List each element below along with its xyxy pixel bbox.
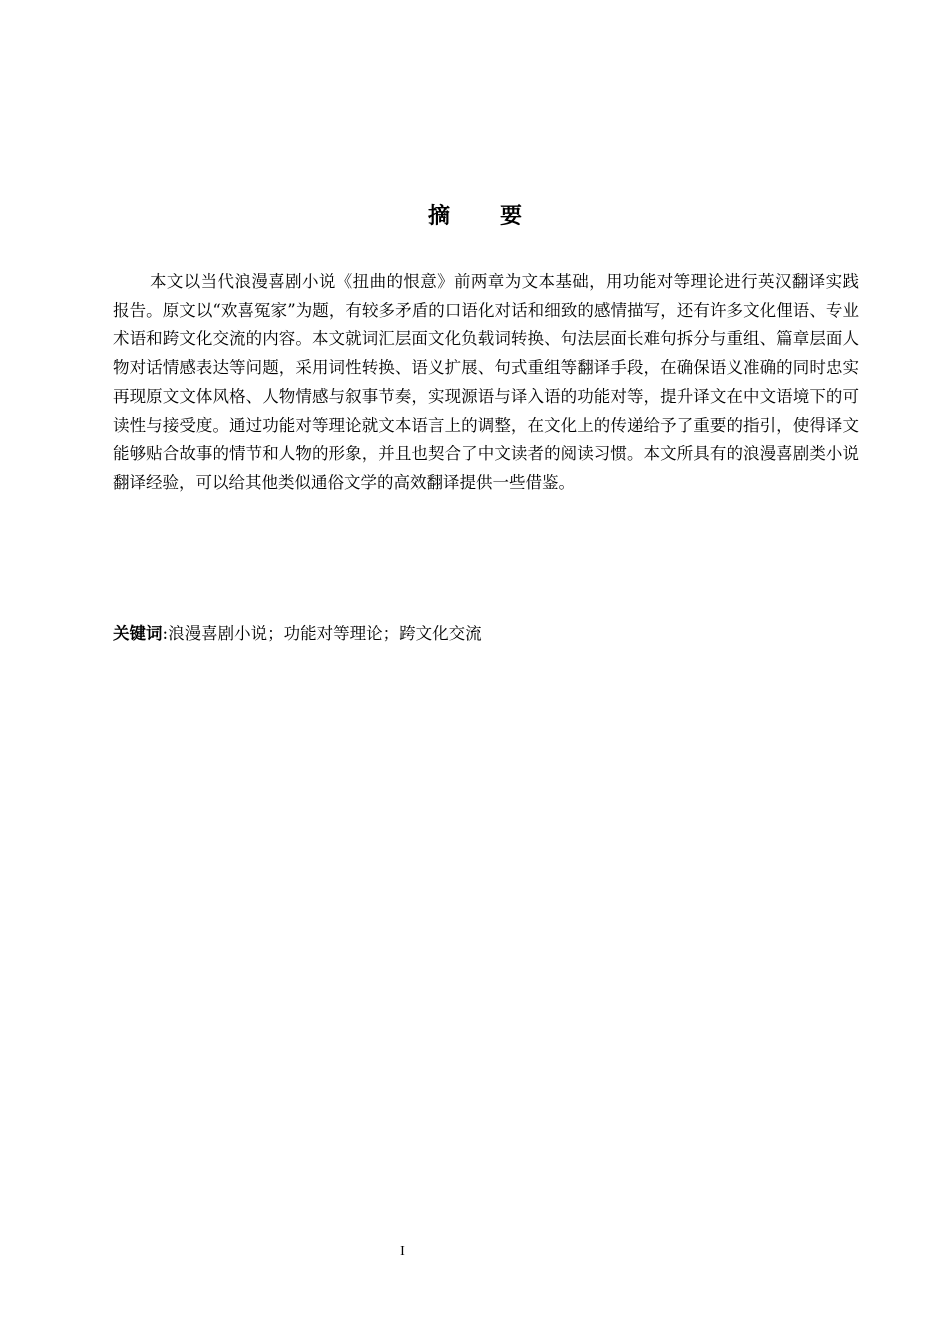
page-number: I bbox=[400, 1244, 405, 1259]
keywords-text: 浪漫喜剧小说；功能对等理论；跨文化交流 bbox=[168, 624, 482, 643]
abstract-title: 摘要 bbox=[427, 204, 572, 229]
keywords-separator: : bbox=[162, 624, 169, 643]
keywords-label: 关键词 bbox=[113, 624, 163, 643]
keywords-line bbox=[113, 620, 859, 648]
abstract-paragraph: 本文以当代浪漫喜剧小说《扭曲的恨意》前两章为文本基础，用功能对等理论进行英汉翻译实践报告。原文以“欢喜冤家”为题，有较多矛盾的口语化对话和细致的感情描写，还有许多文化俚语、专业术语和跨文化交流的内容。本文就词汇层面文化负载词转换、句法层面长难句拆分与重组、篇章层面人物对话情感表达等问题，采用词性转换、语义扩展、句式重组等翻译手段，在确保语义准确的同时忠实再现原文文体风格、人物情感与叙事节奏，实现源语与译入语的功能对等，提升译文在中文语境下的可读性与接受度。通过功能对等理论就文本语言上的调整，在文化上的传递给予了重要的指引，使得译文能够贴合故事的情节和人物的形象，并且也契合了中文读者的阅读习惯。本文所具有的浪漫喜剧类小说翻译经验，可以给其他类似通俗文学的高效翻译提供一些借鉴。 bbox=[113, 272, 859, 492]
